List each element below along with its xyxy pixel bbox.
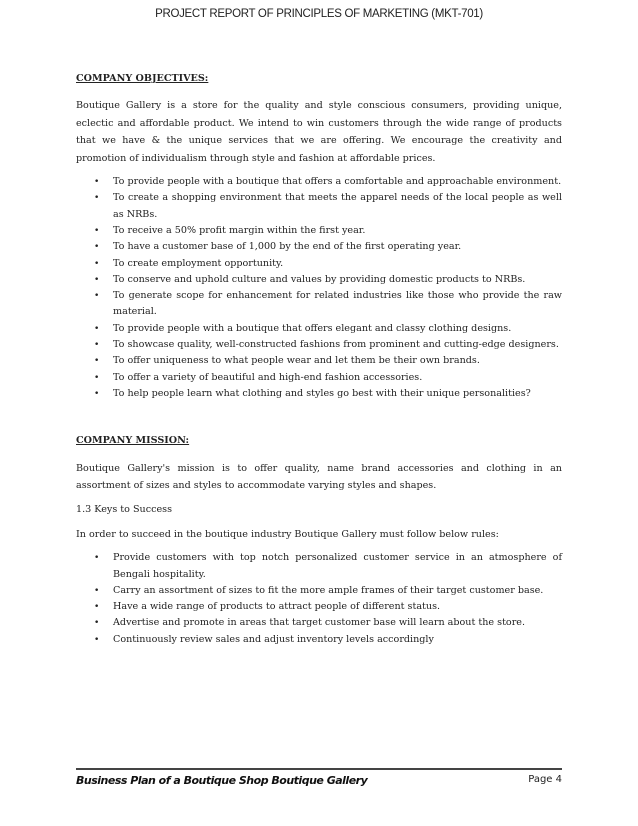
page-content — [76, 70, 562, 648]
list-item: • To create a shopping environment that meets the apparel needs of the local people as well as NRBs. — [76, 190, 562, 223]
page-number: Page 4 — [528, 774, 562, 785]
keys-intro: In order to succeed in the boutique industry Boutique Gallery must follow below rules: — [76, 528, 499, 540]
list-item: • To create employment opportunity. — [76, 256, 562, 272]
list-item: • To conserve and uphold culture and values by providing domestic products to NRBs. — [76, 272, 562, 288]
list-item: • To generate scope for enhancement for related industries like those who provide the raw material. — [76, 288, 562, 321]
keys-heading: 1.3 Keys to Success — [76, 504, 172, 516]
mission-paragraph: Boutique Gallery's mission is to offer quality, name brand accessories and clothing in an assortment of sizes and styles to accommodate varying styles and shapes. — [76, 462, 562, 491]
mission-heading: COMPANY MISSION: — [76, 435, 190, 447]
footer-title: Business Plan of a Boutique Shop Boutique Gallery — [76, 774, 368, 787]
objectives-paragraph: Boutique Gallery is a store for the quality and style conscious consumers, providing unique, eclectic and affordable product. We intend to win customers through the wide range of products that we have & the unique services that we are offering. We encourage the creativity and promotion of individualism through style and fashion at affordable prices. — [76, 100, 562, 164]
page-header: PROJECT REPORT OF PRINCIPLES OF MARKETING (MKT-701) — [155, 8, 483, 20]
list-item: • To provide people with a boutique that offers elegant and classy clothing designs. — [76, 321, 562, 337]
list-item: • Provide customers with top notch personalized customer service in an atmosphere of Bengali hospitality. — [76, 550, 562, 583]
list-item: • Advertise and promote in areas that target customer base will learn about the store. — [76, 615, 562, 631]
list-item: • Continuously review sales and adjust inventory levels accordingly — [76, 632, 562, 648]
list-item: • To receive a 50% profit margin within the first year. — [76, 223, 562, 239]
objectives-heading: COMPANY OBJECTIVES: — [76, 73, 209, 84]
page-footer — [76, 768, 562, 787]
list-item: • To offer uniqueness to what people wear and let them be their own brands. — [76, 353, 562, 369]
list-item: • Carry an assortment of sizes to fit the more ample frames of their target customer base. — [76, 583, 562, 599]
list-item: • Have a wide range of products to attract people of different status. — [76, 599, 562, 615]
list-item: • To offer a variety of beautiful and high-end fashion accessories. — [76, 370, 562, 386]
objectives-list — [76, 174, 562, 402]
list-item: • To have a customer base of 1,000 by the end of the first operating year. — [76, 239, 562, 255]
list-item: • To showcase quality, well-constructed fashions from prominent and cutting-edge designers. — [76, 337, 562, 353]
list-item: • To provide people with a boutique that offers a comfortable and approachable environment. — [76, 174, 562, 190]
list-item: • To help people learn what clothing and styles go best with their unique personalities? — [76, 386, 562, 402]
keys-list — [76, 550, 562, 648]
